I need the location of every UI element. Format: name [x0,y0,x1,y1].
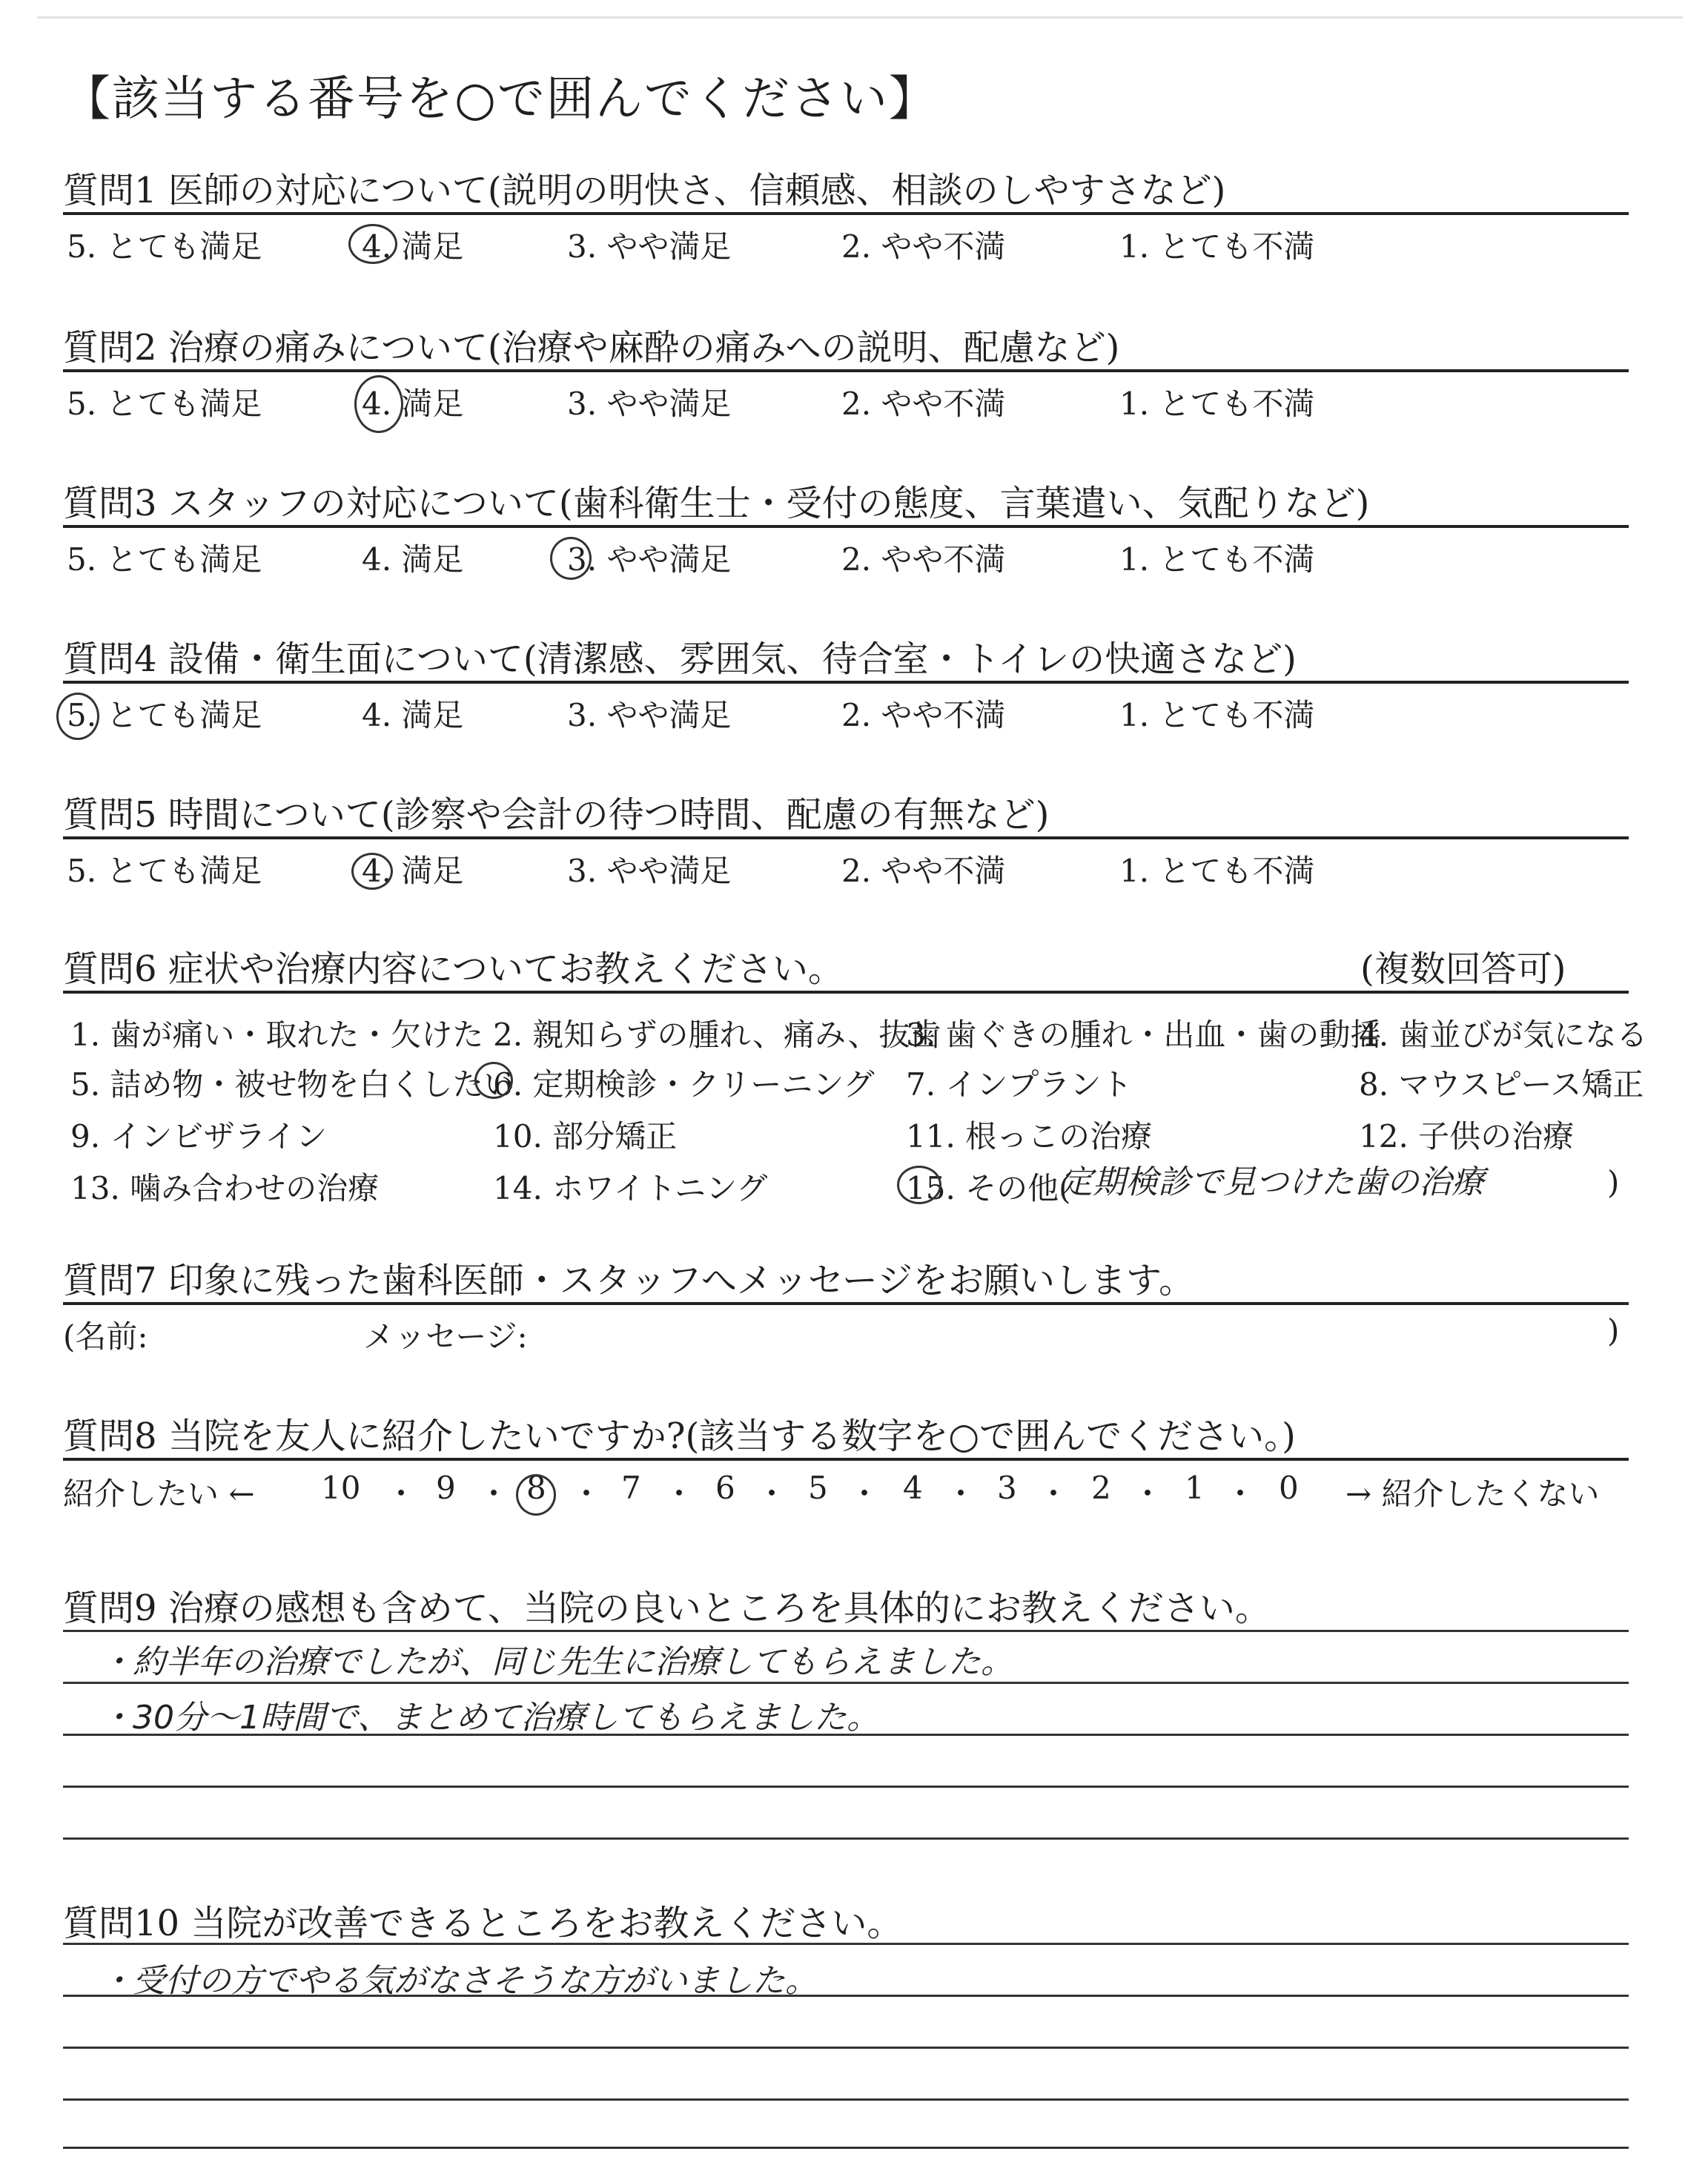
question-3-rule [63,525,1629,528]
q8-separator: ・ [945,1476,977,1512]
q8-value-4[interactable]: 4 [903,1470,923,1506]
q6-selection-circle-6 [474,1062,513,1099]
q3-option-3[interactable]: 3. やや満足 [567,541,732,578]
q3-selection-circle [550,537,592,580]
q6-option-2[interactable]: 2. 親知らずの腫れ、痛み、抜歯 [493,1017,941,1053]
q1-option-3[interactable]: 3. やや満足 [567,228,732,265]
q4-option-4[interactable]: 4. 満足 [362,697,464,733]
q1-option-2[interactable]: 2. やや不満 [841,228,1006,265]
question-4-title: 質問4 設備・衛生面について(清潔感、雰囲気、待合室・トイレの快適さなど) [63,638,1297,680]
question-10-title: 質問10 当院が改善できるところをお教えください。 [63,1903,903,1944]
q7-close: ) [1607,1312,1620,1349]
q10-line-3 [63,2047,1629,2049]
q4-option-2[interactable]: 2. やや不満 [841,697,1006,733]
q9-line-5 [63,1837,1629,1840]
question-4-rule [63,681,1629,684]
q10-line-5 [63,2147,1629,2149]
q8-value-9[interactable]: 9 [436,1470,456,1506]
question-7-title: 質問7 印象に残った歯科医師・スタッフへメッセージをお願いします。 [63,1260,1195,1301]
q8-right-label: → 紹介したくない [1345,1476,1600,1512]
q4-option-5[interactable]: 5. とても満足 [67,697,262,733]
q7-message-label: メッセージ: [363,1318,528,1355]
q6-option-8[interactable]: 8. マウスピース矯正 [1359,1066,1644,1103]
question-8-title: 質問8 当院を友人に紹介したいですか?(該当する数字を○で囲んでください。) [63,1416,1296,1457]
q8-separator: ・ [663,1476,695,1512]
q2-option-5[interactable]: 5. とても満足 [67,386,262,422]
q4-selection-circle [56,693,99,740]
q5-selection-circle [351,853,393,890]
q10-line-4 [63,2098,1629,2101]
q7-name-label: (名前: [63,1318,148,1355]
q9-answer-1[interactable]: ・約半年の治療でしたが、同じ先生に治療してもらえました。 [100,1643,1013,1681]
q3-option-5[interactable]: 5. とても満足 [67,541,262,578]
question-1-title: 質問1 医師の対応について(説明の明快さ、信頼感、相談のしやすさなど) [63,170,1226,211]
q5-option-3[interactable]: 3. やや満足 [567,853,732,889]
q2-option-3[interactable]: 3. やや満足 [567,386,732,422]
q4-option-1[interactable]: 1. とても不満 [1119,697,1315,733]
question-3-title: 質問3 スタッフの対応について(歯科衛生士・受付の態度、言葉遣い、気配りなど) [63,483,1370,524]
q5-option-4[interactable]: 4. 満足 [362,853,464,889]
q3-option-1[interactable]: 1. とても不満 [1119,541,1315,578]
q6-option-9[interactable]: 9. インビザライン [70,1118,328,1155]
q3-option-2[interactable]: 2. やや不満 [841,541,1006,578]
q8-separator: ・ [756,1476,788,1512]
q6-option-6[interactable]: 6. 定期検診・クリーニング [493,1066,875,1103]
q9-line-1 [63,1630,1629,1632]
question-1-rule [63,212,1629,215]
question-7-rule [63,1302,1629,1305]
q6-option-14[interactable]: 14. ホワイトニング [493,1170,768,1206]
q6-option-13[interactable]: 13. 噛み合わせの治療 [70,1170,380,1206]
q6-option-15[interactable]: 15. その他( [906,1170,1071,1206]
q8-value-3[interactable]: 3 [997,1470,1017,1506]
q9-answer-2[interactable]: ・30分〜1時間で、まとめて治療してもらえました。 [100,1699,880,1737]
q6-other-close: ) [1607,1164,1620,1200]
q4-option-3[interactable]: 3. やや満足 [567,697,732,733]
q8-separator: ・ [849,1476,881,1512]
q8-value-1[interactable]: 1 [1185,1470,1205,1506]
q6-option-7[interactable]: 7. インプラント [906,1066,1133,1103]
q3-option-4[interactable]: 4. 満足 [362,541,464,578]
q10-line-1 [63,1943,1629,1945]
q5-option-2[interactable]: 2. やや不満 [841,853,1006,889]
q5-option-1[interactable]: 1. とても不満 [1119,853,1315,889]
q10-answer-1[interactable]: ・受付の方でやる気がなさそうな方がいました。 [100,1962,818,2000]
q6-other-answer[interactable]: 定期検診で見つけた歯の治療 [1060,1163,1484,1201]
question-6-title: 質問6 症状や治療内容についてお教えください。 [63,948,844,990]
question-9-title: 質問9 治療の感想も含めて、当院の良いところを具体的にお教えください。 [63,1588,1271,1629]
q1-option-1[interactable]: 1. とても不満 [1119,228,1315,265]
q1-option-4[interactable]: 4. 満足 [362,228,464,265]
q8-separator: ・ [1132,1476,1164,1512]
q8-separator: ・ [571,1476,603,1512]
q2-option-1[interactable]: 1. とても不満 [1119,386,1315,422]
q6-selection-circle-15 [897,1166,941,1204]
q1-option-5[interactable]: 5. とても満足 [67,228,262,265]
question-2-rule [63,369,1629,372]
q2-option-4[interactable]: 4. 満足 [362,386,464,422]
q8-value-8[interactable]: 8 [526,1470,546,1506]
q6-option-1[interactable]: 1. 歯が痛い・取れた・欠けた [70,1017,484,1053]
q6-option-3[interactable]: 3. 歯ぐきの腫れ・出血・歯の動揺 [906,1017,1382,1053]
top-border [37,16,1683,19]
q6-option-5[interactable]: 5. 詰め物・被せ物を白くしたい [70,1066,515,1103]
q5-option-5[interactable]: 5. とても満足 [67,853,262,889]
q8-selection-circle [516,1474,556,1516]
question-2-title: 質問2 治療の痛みについて(治療や麻酔の痛みへの説明、配慮など) [63,327,1120,369]
q8-value-10[interactable]: 10 [321,1470,361,1506]
q8-separator: ・ [1038,1476,1070,1512]
q2-option-2[interactable]: 2. やや不満 [841,386,1006,422]
question-8-rule [63,1458,1629,1461]
question-5-title: 質問5 時間について(診察や会計の待つ時間、配慮の有無など) [63,794,1050,836]
q6-option-10[interactable]: 10. 部分矯正 [493,1118,678,1155]
q1-selection-circle [348,224,397,264]
q6-option-4[interactable]: 4. 歯並びが気になる [1359,1017,1648,1053]
form-header: 【該当する番号を○で囲んでください】 [63,72,938,127]
q6-option-12[interactable]: 12. 子供の治療 [1359,1118,1575,1155]
q2-selection-circle [354,375,403,433]
q6-option-11[interactable]: 11. 根っこの治療 [906,1118,1153,1155]
q8-value-7[interactable]: 7 [621,1470,641,1506]
q8-left-label: 紹介したい ← [63,1476,255,1512]
question-6-note: (複数回答可) [1360,948,1566,990]
q8-separator: ・ [1225,1476,1257,1512]
q8-separator: ・ [385,1476,417,1512]
q8-separator: ・ [478,1476,510,1512]
question-5-rule [63,836,1629,839]
q8-value-6[interactable]: 6 [715,1470,735,1506]
q8-value-0[interactable]: 0 [1279,1470,1299,1506]
q8-value-5[interactable]: 5 [808,1470,828,1506]
question-6-rule [63,991,1629,994]
q9-line-4 [63,1786,1629,1788]
q8-value-2[interactable]: 2 [1091,1470,1111,1506]
